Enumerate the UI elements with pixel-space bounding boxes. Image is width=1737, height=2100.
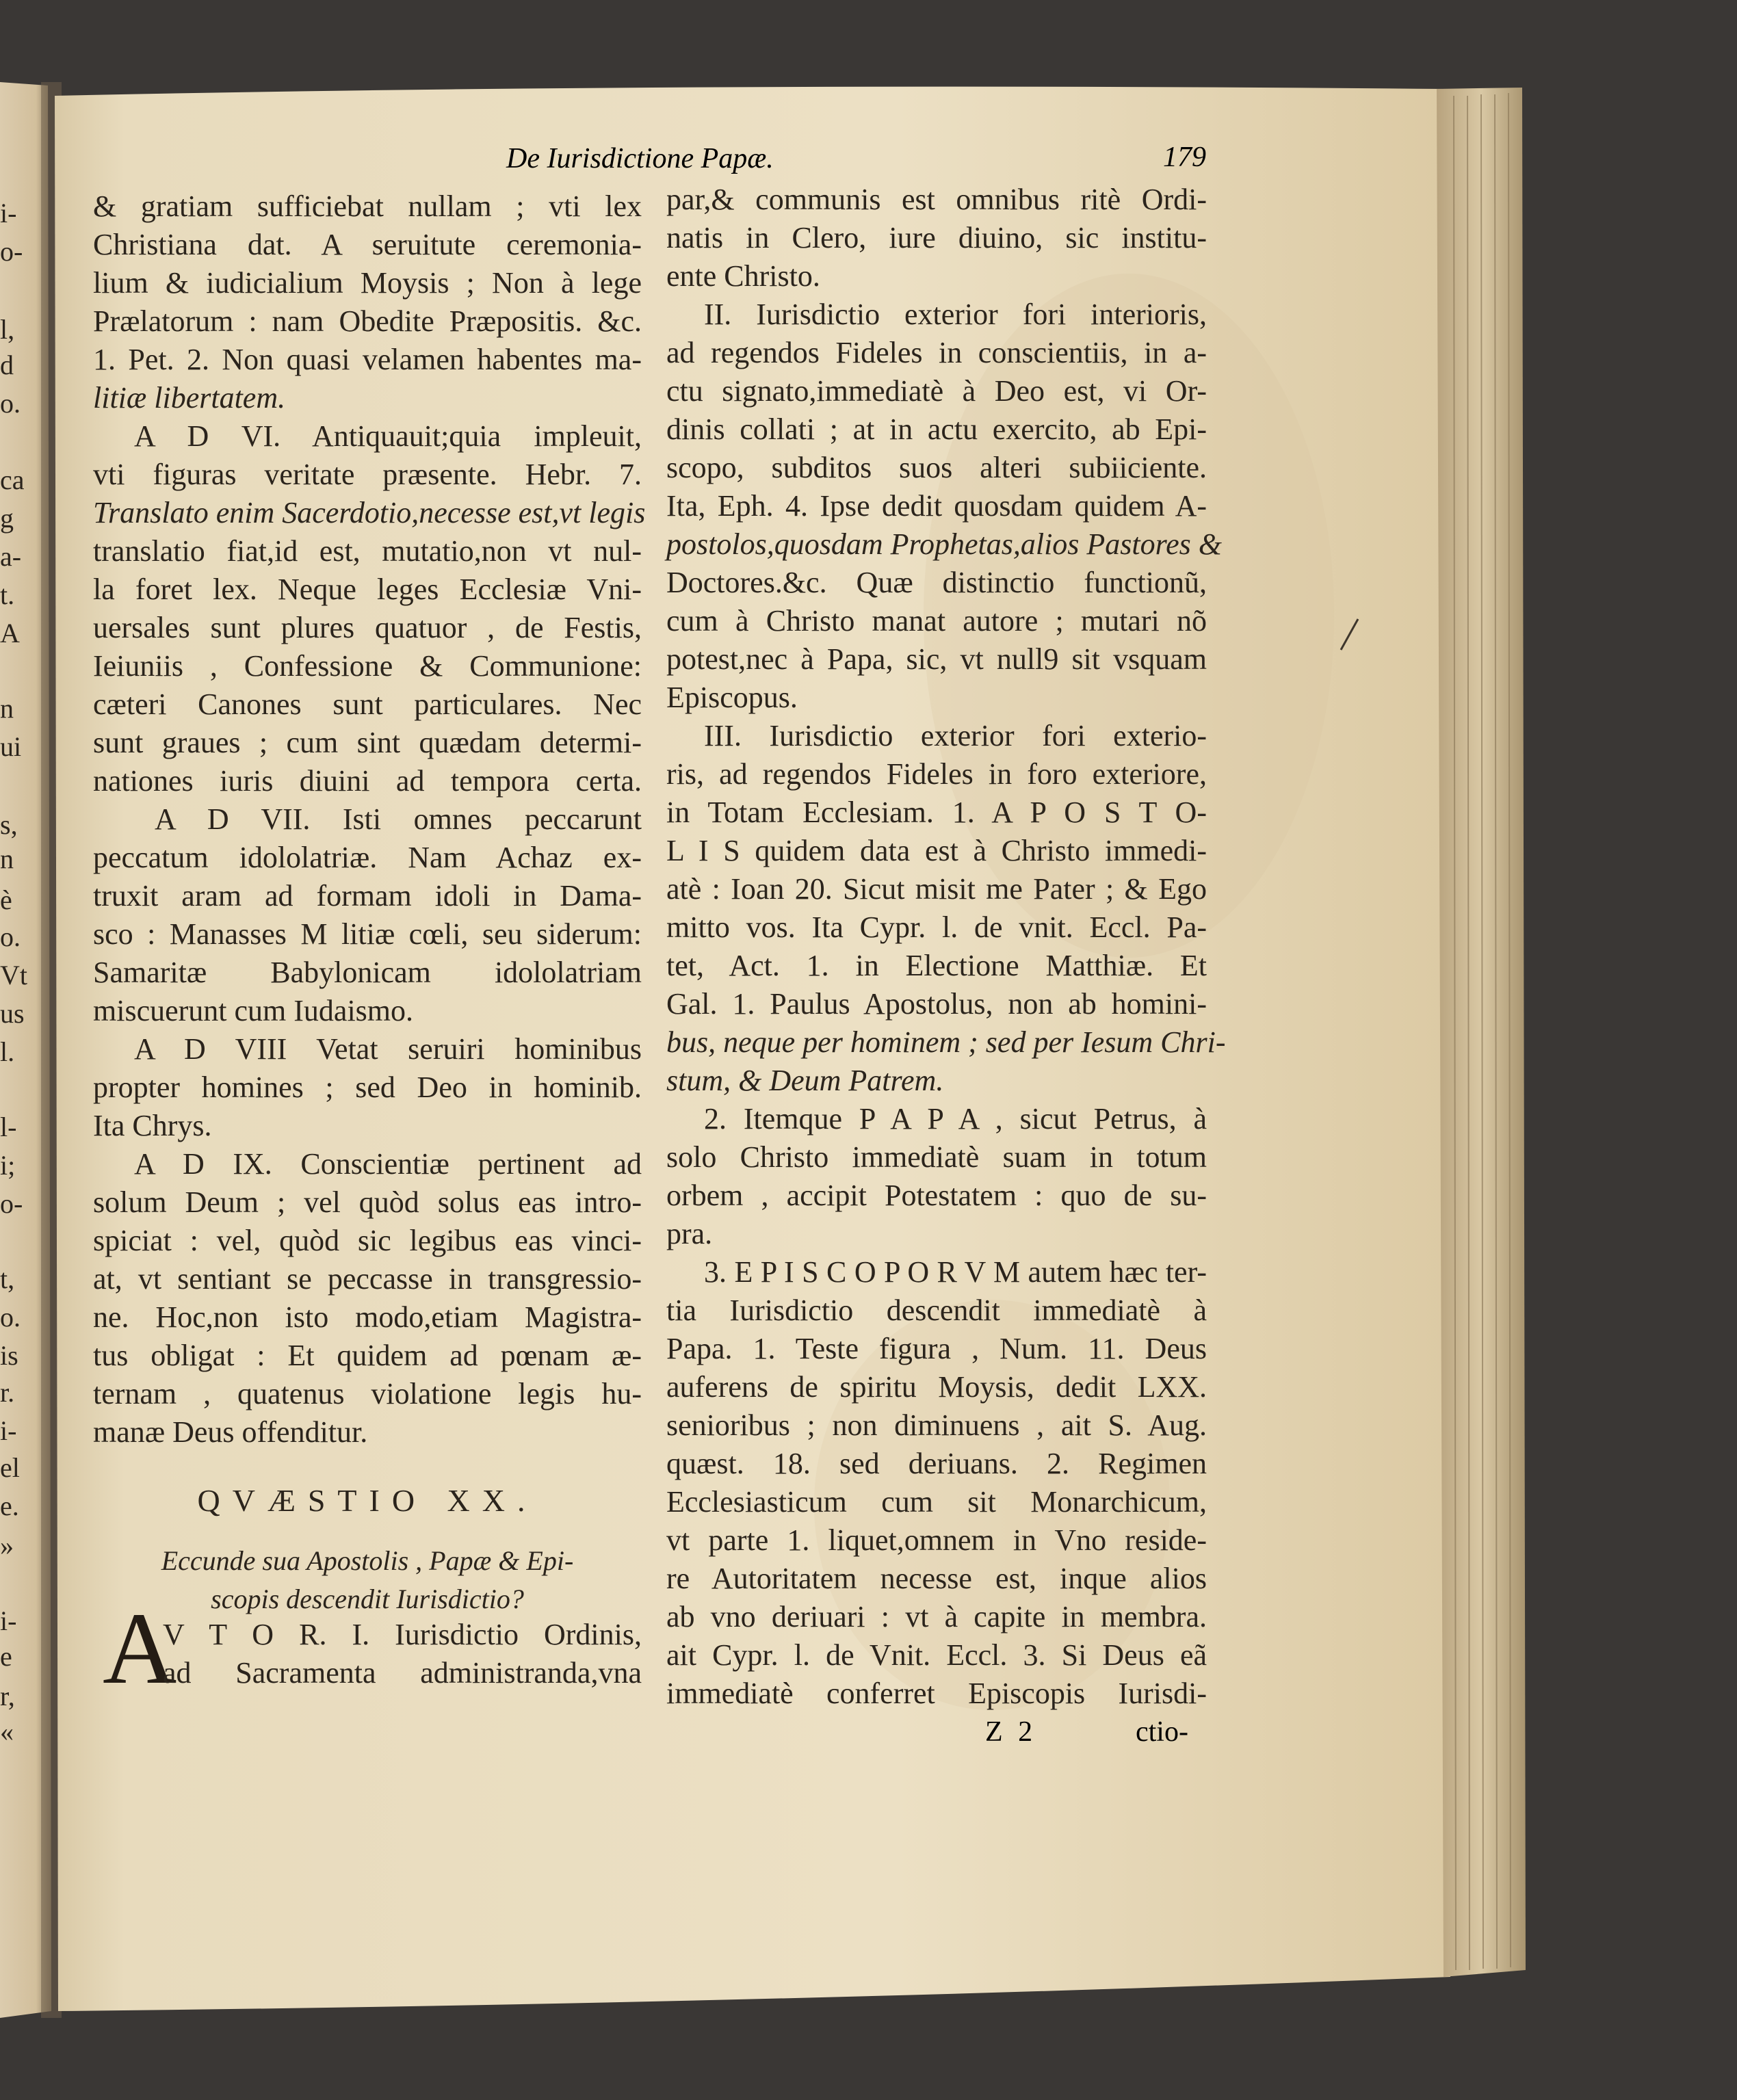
text-line: Doctores.&c. Quæ distinctio functionũ, [666,566,1207,599]
facing-page-fragment: e. [0,1491,19,1521]
text-line: postolos,quosdam Prophetas,alios Pastores & [666,527,1223,561]
text-line: tia Iurisdictio descendit immediatè à [666,1294,1207,1327]
text-line: cæteri Canones sunt particulares. Nec [93,687,642,721]
left-column [93,189,646,1705]
text-line: Papa. 1. Teste figura , Num. 11. Deus [666,1332,1207,1365]
text-line: peccatum idololatriæ. Nam Achaz ex- [93,841,642,874]
text-line: litiæ libertatem. [93,381,286,415]
facing-page-fragment: o- [0,236,23,267]
facing-page-fragment: o. [0,388,21,419]
text-line: propter homines ; sed Deo in hominib. [93,1071,642,1104]
text-line: V T O R. I. Iurisdictio Ordinis, [163,1618,642,1651]
text-line: 1. Pet. 2. Non quasi velamen habentes ma- [93,343,642,376]
text-line: Ecclesiasticum cum sit Monarchicum, [666,1485,1207,1519]
text-line: Ieiuniis , Confessione & Communione: [93,649,642,683]
catchword: ctio- [1136,1716,1188,1748]
text-line: orbem , accipit Potestatem : quo de su- [666,1179,1207,1212]
text-line: Gal. 1. Paulus Apostolus, non ab homini- [666,987,1207,1021]
text-line: ne. Hoc,non isto modo,etiam Magistra- [93,1300,642,1334]
facing-page-fragment: el [0,1452,20,1483]
facing-page-fragment: o. [0,921,21,952]
text-line: 3. E P I S C O P O R V M autem hæc ter- [704,1255,1207,1289]
facing-page-fragment: l. [0,1036,15,1067]
text-line: A D IX. Conscientiæ pertinent ad [134,1147,642,1181]
text-line: Samaritæ Babylonicam idololatriam [93,956,642,989]
text-line: ente Christo. [666,259,820,293]
text-line: vti figuras veritate præsente. Hebr. 7. [93,458,642,491]
text-line: quæst. 18. sed deriuans. 2. Regimen [666,1447,1207,1480]
facing-page-fragment: t. [0,579,15,610]
text-line: nationes iuris diuini ad tempora certa. [93,764,642,798]
facing-page-fragment: o. [0,1302,21,1333]
facing-page-fragment: r, [0,1681,15,1711]
text-line: solo Christo immediatè suam in totum [666,1140,1207,1174]
text-line: Ita, Eph. 4. Ipse dedit quosdam quidem A- [666,489,1207,523]
facing-page-fragment: a- [0,541,22,572]
text-line: vt parte 1. liquet,omnem in Vno reside- [666,1523,1207,1557]
question-title: QVÆSTIO XX. [197,1483,538,1518]
text-line: truxit aram ad formam idoli in Dama- [93,879,642,913]
text-line: manæ Deus offenditur. [93,1415,368,1449]
text-line: scopo, subditos suos alteri subiiciente. [666,451,1207,484]
text-line: tet, Act. 1. in Electione Matthiæ. Et [666,949,1207,982]
text-line: Christiana dat. A seruitute ceremonia- [93,228,642,261]
text-line: ternam , quatenus violatione legis hu- [93,1377,642,1410]
text-line: potest,nec à Papa, sic, vt null9 sit vsquam [666,642,1207,676]
facing-page-fragment: A [0,618,20,648]
text-line: uersales sunt plures quatuor , de Festis, [93,611,642,644]
text-line: & gratiam sufficiebat nullam ; vti lex [93,189,642,223]
facing-page-fragment: ui [0,731,22,762]
facing-page-fragment: i- [0,198,17,228]
text-line: L I S quidem data est à Christo immedi- [666,834,1207,867]
text-line: Ita Chrys. [93,1109,212,1142]
facing-page-fragment: n [0,693,14,724]
facing-page-fragment: o- [0,1188,23,1219]
question-subtitle: scopis descendit Iurisdictio? [211,1584,524,1614]
text-line: senioribus ; non diminuens , ait S. Aug. [666,1408,1207,1442]
text-line: par,& communis est omnibus ritè Ordi- [666,183,1207,216]
text-line: ab vno deriuari : vt à capite in membra. [666,1600,1207,1633]
text-line: Prælatorum : nam Obedite Præpositis. &c. [93,304,642,338]
text-line: auferens de spiritu Moysis, dedit LXX. [666,1370,1207,1404]
text-line: cum à Christo manat autore ; mutari nõ [666,604,1207,638]
facing-page-fragment: n [0,843,14,874]
text-line: ctu signato,immediatè à Deo est, vi Or- [666,374,1207,408]
text-line: stum, & Deum Patrem. [666,1064,944,1097]
text-line: Translato enim Sacerdotio,necesse est,vt legis [93,496,646,529]
right-column [666,183,1226,1758]
text-line: atè : Ioan 20. Sicut misit me Pater ; & Ego [666,872,1207,906]
left-column-final [163,1620,642,1702]
text-line: sco : Manasses M litiæ cœli, seu siderum: [93,917,642,951]
facing-page-fragment: è [0,884,12,915]
facing-page-fragment: i; [0,1150,16,1181]
text-line: translatio fiat,id est, mutatio,non vt nul- [93,534,642,568]
text-line: ad Sacramenta administranda,vna [163,1656,642,1690]
text-line: dinis collati ; at in actu exercito, ab Epi- [666,412,1207,446]
running-title: De Iurisdictione Papæ. [506,143,774,174]
text-line: miscuerunt cum Iudaismo. [93,994,414,1027]
text-line: ait Cypr. l. de Vnit. Eccl. 3. Si Deus eã [666,1638,1207,1672]
facing-page-fragment: ca [0,464,25,495]
facing-page-fragment: is [0,1340,18,1371]
facing-page-fragment: l- [0,1112,17,1142]
facing-page-fragment: t, [0,1263,15,1294]
text-line: 2. Itemque P A P A , sicut Petrus, à [704,1102,1207,1136]
text-line: ris, ad regendos Fideles in foro exteriore, [666,757,1207,791]
facing-page-fragment: Vt [0,960,27,990]
text-line: II. Iurisdictio exterior fori interioris, [704,298,1207,331]
text-line: ad regendos Fideles in conscientiis, in a- [666,336,1207,369]
text-line: A D VI. Antiquauit;quia impleuit, [134,419,642,453]
facing-page-fragment: i- [0,1415,17,1446]
text-line: A D VIII Vetat seruiri hominibus [134,1032,642,1066]
facing-page-fragment: e [0,1641,12,1672]
facing-page-fragment: us [0,998,25,1029]
text-line: sunt graues ; cum sint quædam determi- [93,726,642,759]
facing-page-fragment: g [0,503,14,534]
text-line: immediatè conferret Episcopis Iurisdi- [666,1677,1207,1710]
text-line: at, vt sentiant se peccasse in transgressio- [93,1262,642,1296]
text-line: Episcopus. [666,681,798,714]
text-line: pra. [666,1217,713,1250]
text-line: la foret lex. Neque leges Ecclesiæ Vni- [93,573,642,606]
text-line: mitto vos. Ita Cypr. l. de vnit. Eccl. Pa- [666,910,1207,944]
text-line: solum Deum ; vel quòd solus eas intro- [93,1185,642,1219]
drop-cap-initial: A [103,1592,177,1705]
text-line: III. Iurisdictio exterior fori exterio- [704,719,1207,752]
facing-page-fragment: s, [0,809,18,840]
facing-page-fragment: d [0,350,14,380]
facing-page-fragment: » [0,1530,14,1561]
text-line: A D VII. Isti omnes peccarunt [155,802,642,836]
text-line: in Totam Ecclesiam. 1. A P O S T O- [666,796,1207,829]
page-number: 179 [1163,142,1206,173]
text-line: re Autoritatem necesse est, inque alios [666,1562,1207,1595]
text-line: spiciat : vel, quòd sic legibus eas vinci- [93,1224,642,1257]
signature-mark: Z 2 [985,1716,1037,1748]
text-line: natis in Clero, iure diuino, sic institu- [666,221,1207,254]
text-line: lium & iudicialium Moysis ; Non à lege [93,266,642,300]
text-line: bus, neque per hominem ; sed per Iesum Chri- [666,1025,1226,1059]
facing-page-fragment: i- [0,1605,17,1636]
facing-page-fragment: « [0,1716,14,1747]
facing-page-fragment: l, [0,314,15,345]
question-subtitle: Eccunde sua Apostolis , Papæ & Epi- [161,1545,574,1576]
facing-page-fragment: r. [0,1377,15,1408]
text-line: tus obligat : Et quidem ad pœnam æ- [93,1339,642,1372]
